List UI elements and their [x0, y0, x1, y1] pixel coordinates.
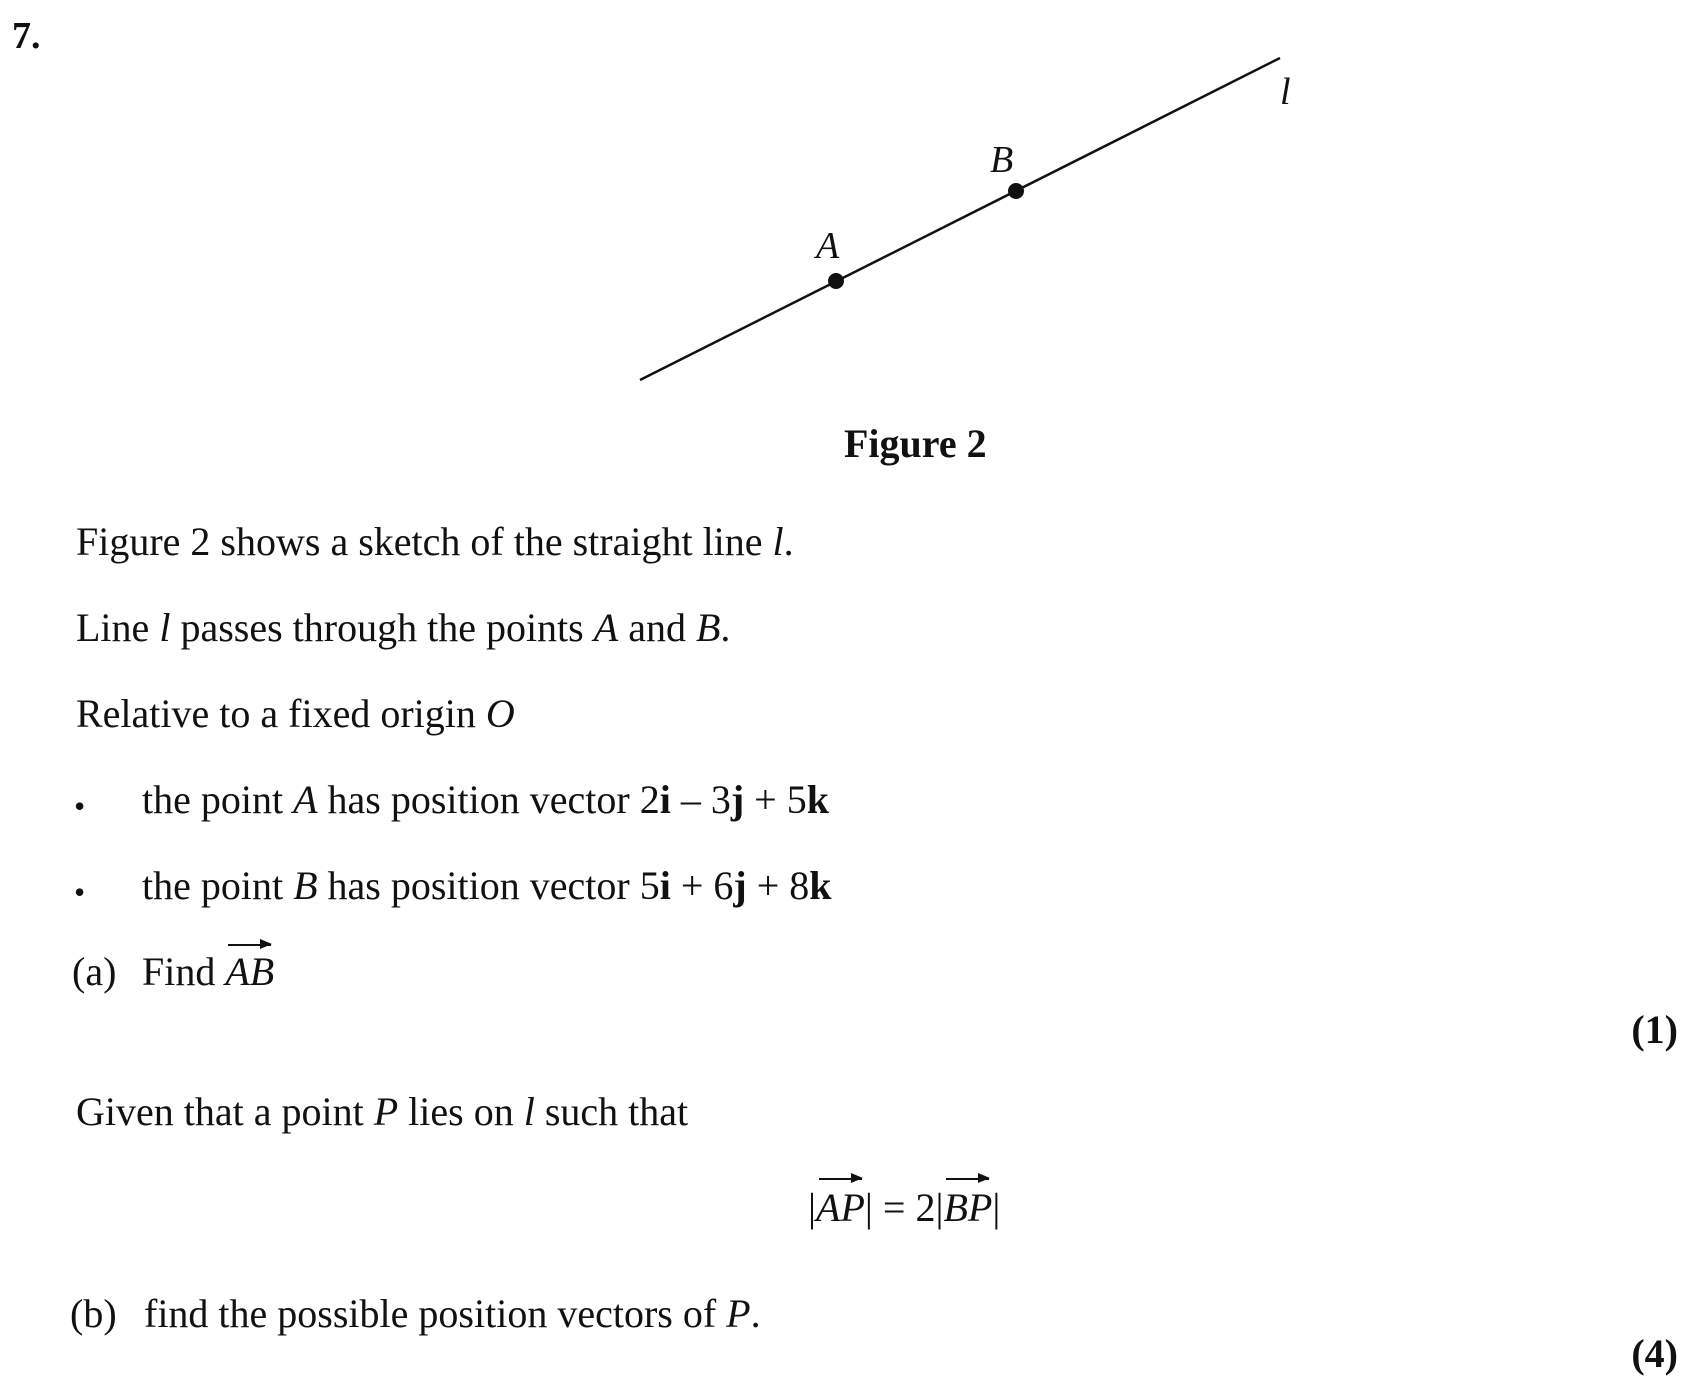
part-a-label: (a)	[72, 949, 117, 994]
vector-bp: BP	[943, 1185, 993, 1230]
intro-2-suffix: .	[720, 605, 731, 650]
intro-line-3	[76, 692, 515, 736]
part-b-label: (b)	[70, 1291, 117, 1336]
abs-bar-left-2: |	[935, 1185, 944, 1230]
intro-1-text: Figure 2 shows a sketch of the straight line	[76, 519, 773, 564]
vector-ap: AP	[816, 1185, 865, 1230]
bullet-2-text	[142, 864, 832, 908]
intro-3-var: O	[485, 691, 515, 736]
intro-line-1	[76, 520, 794, 564]
figure-2-diagram	[0, 0, 1706, 420]
part-a-text	[142, 950, 274, 994]
equation	[808, 1184, 1000, 1231]
bullet-1-text	[142, 778, 829, 822]
bullet-1-i: i	[659, 777, 671, 822]
part-b-text	[144, 1292, 761, 1336]
intro-2-and: and	[618, 605, 696, 650]
line-l	[640, 58, 1280, 380]
point-b-dot	[1008, 183, 1024, 199]
given-prefix: Given that a point	[76, 1089, 374, 1134]
given-line-var: l	[523, 1089, 535, 1134]
part-b-suffix: .	[750, 1291, 761, 1336]
bullet-1-point: A	[293, 777, 318, 822]
point-a-dot	[828, 273, 844, 289]
part-b-var: P	[726, 1291, 751, 1336]
part-a-prompt: Find	[142, 949, 226, 994]
part-a-marks: (1)	[1631, 1007, 1678, 1052]
bullet-2-point: B	[293, 863, 318, 908]
vector-ab: AB	[225, 949, 275, 994]
point-a-label: A	[816, 225, 840, 267]
given-suffix: such that	[534, 1089, 689, 1134]
question-number: 7.	[12, 15, 41, 57]
bullet-1-op1: – 3	[670, 777, 731, 822]
bullet-2-symbol: •	[74, 874, 86, 910]
abs-bar-left: |	[808, 1185, 817, 1230]
part-b-marks: (4)	[1631, 1331, 1678, 1376]
intro-line-2	[76, 606, 730, 650]
line-l-label: l	[1280, 71, 1291, 113]
given-mid: lies on	[398, 1089, 524, 1134]
bullet-1-symbol: •	[74, 788, 86, 824]
bullet-2-prefix: the point	[142, 863, 294, 908]
bullet-2-op1: + 6	[670, 863, 734, 908]
part-b-prompt: find the possible position vectors of	[144, 1291, 727, 1336]
bullet-2-mid: has position vector 5	[317, 863, 660, 908]
abs-bar-right: |	[992, 1185, 1001, 1230]
equals-two: = 2	[872, 1185, 936, 1230]
intro-3-text: Relative to a fixed origin	[76, 691, 486, 736]
bullet-2-j: j	[733, 863, 747, 908]
intro-1-suffix: .	[783, 519, 794, 564]
intro-2-point-a: A	[593, 605, 619, 650]
bullet-1-k: k	[806, 777, 829, 822]
bullet-1-j: j	[730, 777, 745, 822]
point-b-label: B	[990, 139, 1014, 181]
bullet-1-mid: has position vector 2	[317, 777, 660, 822]
given-line	[76, 1090, 688, 1134]
bullet-2-i: i	[659, 863, 671, 908]
bullet-2-op2: + 8	[746, 863, 810, 908]
intro-2-text: Line	[76, 605, 160, 650]
figure-caption: Figure 2	[844, 421, 987, 466]
intro-2-point-b: B	[695, 605, 721, 650]
abs-bar-mid: |	[864, 1185, 873, 1230]
bullet-2-k: k	[809, 863, 832, 908]
intro-2-mid: passes through the points	[170, 605, 594, 650]
bullet-1-prefix: the point	[142, 777, 294, 822]
intro-2-var: l	[159, 605, 171, 650]
intro-1-var: l	[772, 519, 784, 564]
bullet-1-op2: + 5	[744, 777, 807, 822]
given-point: P	[373, 1089, 399, 1134]
